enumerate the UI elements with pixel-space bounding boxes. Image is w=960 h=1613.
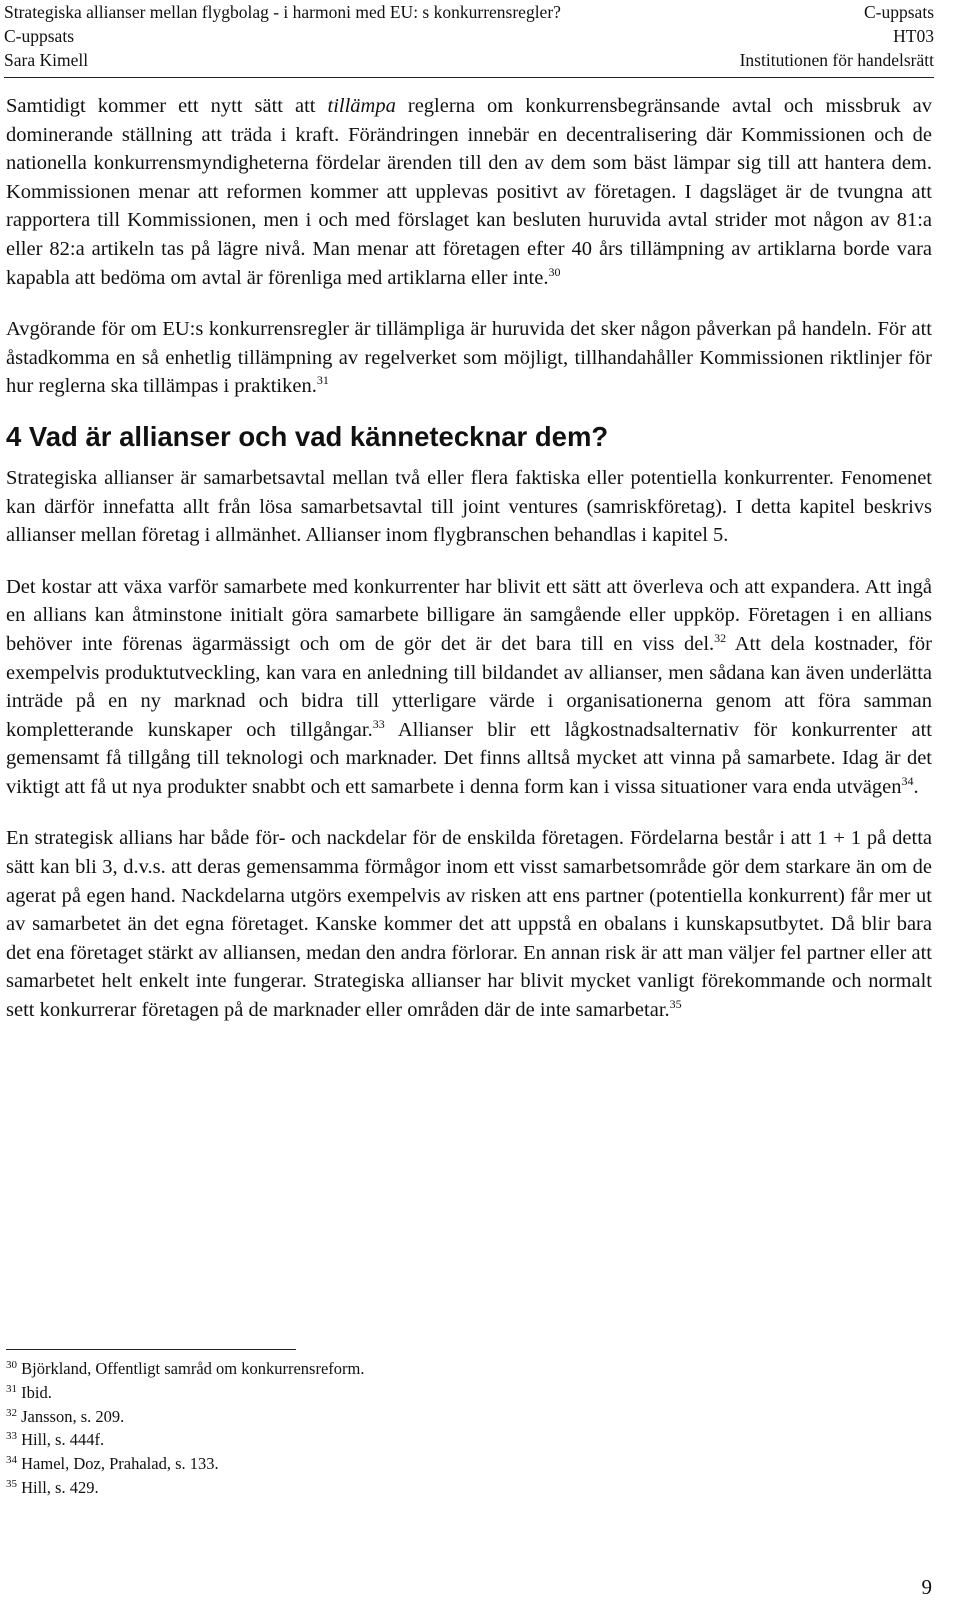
footnote-ref: 34 [901, 773, 914, 788]
header-term: HT03 [893, 26, 934, 46]
footnote: $^{30}$ Björkland, Offentligt samråd om konkurrensreform. [6, 1359, 365, 1378]
header-institution: Institutionen för handelsrätt [739, 50, 934, 70]
body-text [6, 92, 932, 1025]
section-heading: 4 Vad är allianser och vad kännetecknar dem? [6, 420, 609, 452]
footnote: $^{34}$ Hamel, Doz, Prahalad, s. 133. [6, 1454, 219, 1474]
paragraph-4: Det kostar att växa varför samarbete med konkurrenter har blivit ett sätt att överleva och att expandera. Att ingå en allians kan åtminstone initialt göra samarbete billigare än samgående eller uppköp. Företagen i en allians behöver inte förenas ägarmässigt och om de gör det är det bara till en viss del.$^{32}$ Att dela kostnader, för exempelvis produktutveckling, kan vara en anledning till bildandet av allianser, men sådana kan även underlätta inträde på en ny marknad och bidra till ytterligare värde i organisationerna genom att föra samman kompletterande kunskaper och tillgångar.$^{33}$ Allianser blir ett lågkostnadsalternativ för konkurrenter att gemensamt få tillgång till teknologi och marknader. Det finns alltså mycket att vinna på samarbete. Idag är det viktigt att få ut nya produkter snabbt och ett samarbete i denna form kan i vissa situationer vara enda utvägen$^{34}$. [6, 575, 932, 798]
footnote-divider [6, 1349, 296, 1350]
paragraph-5: En strategisk allians har både för- och nackdelar för de enskilda företagen. Fördelarna består i att 1 + 1 på detta sätt kan bli 3, d.v.s. att deras gemensamma förmågor inom ett visst samarbetsområde gör dem starkare än om de agerat på egen hand. Nackdelarna utgörs exempelvis av risken att ens partner (potentiella konkurrent) får mer ut av samarbetet än det egna företaget. Kanske kommer det att uppstå en obalans i kunskapsutbytet. Då blir bara det ena företaget stärkt av alliansen, medan den andra förlorar. En annan risk är att man väljer fel partner eller att samarbetet helt enkelt inte fungerar. Strategiska allianser har blivit mycket vanligt förekommande och normalt sett konkurrerar företagen på de marknader eller områden där de inte samarbetar.$^{35}$ [6, 827, 932, 1022]
footnote-ref: 35 [669, 997, 682, 1012]
header-doc-type: C-uppsats [864, 2, 934, 22]
footnote: $^{35}$ Hill, s. 429. [6, 1477, 99, 1497]
footnote: $^{33}$ Hill, s. 444f. [6, 1430, 105, 1450]
page-header [4, 0, 934, 72]
footnote: $^{32}$ Jansson, s. 209. [6, 1406, 125, 1426]
header-author: Sara Kimell [4, 50, 89, 70]
page-number: 9 [921, 1575, 932, 1599]
footnotes [6, 1357, 365, 1500]
paragraph-1: Samtidigt kommer ett nytt sätt att tillämpa reglerna om konkurrensbegränsande avtal och missbruk av dominerande ställning att träda i kraft. Förändringen innebär en decentralisering där Kommissionen och de nationella konkurrensmyndigheterna fördelar ärenden till den av dem som bäst lämpar sig till att hantera dem. Kommissionen menar att reformen kommer att upplevas positivt av företagen. I dagsläget är de tvungna att rapportera till Kommissionen, men i och med förslaget kan besluten huruvida avtal strider mot någon av 81:a eller 82:a artikeln tas på lägre nivå. Man menar att företagen efter 40 års tillämpning av artiklarna borde vara kapabla att bedöma om avtal är förenliga med artiklarna eller inte.$^{30}$ [6, 95, 932, 289]
header-title: Strategiska allianser mellan flygbolag - i harmoni med EU: s konkurrensregler? [4, 2, 561, 22]
header-divider [4, 77, 934, 78]
footnote: $^{31}$ Ibid. [6, 1382, 52, 1402]
footnote-ref: 33 [372, 716, 385, 731]
paragraph-2: Avgörande för om EU:s konkurrensregler är tillämpliga är huruvida det sker någon påverkan på handeln. För att åstadkomma en så enhetlig tillämpning av regelverket som möjligt, tillhandahåller Kommissionen riktlinjer för hur reglerna ska tillämpas i praktiken.$^{31}$ [6, 318, 932, 398]
paragraph-3: Strategiska allianser är samarbetsavtal mellan två eller flera faktiska eller potentiella konkurrenter. Fenomenet kan därför innefatta allt från lösa samarbetsavtal till joint ventures (samriskföretag). I detta kapitel beskrivs allianser mellan företag i allmänhet. Allianser inom flygbranschen behandlas i kapitel 5. [6, 466, 932, 547]
header-doc-type-left: C-uppsats [4, 26, 74, 46]
footnote-ref: 32 [714, 630, 727, 645]
footnote-ref: 31 [316, 373, 329, 388]
footnote-ref: 30 [548, 264, 561, 279]
